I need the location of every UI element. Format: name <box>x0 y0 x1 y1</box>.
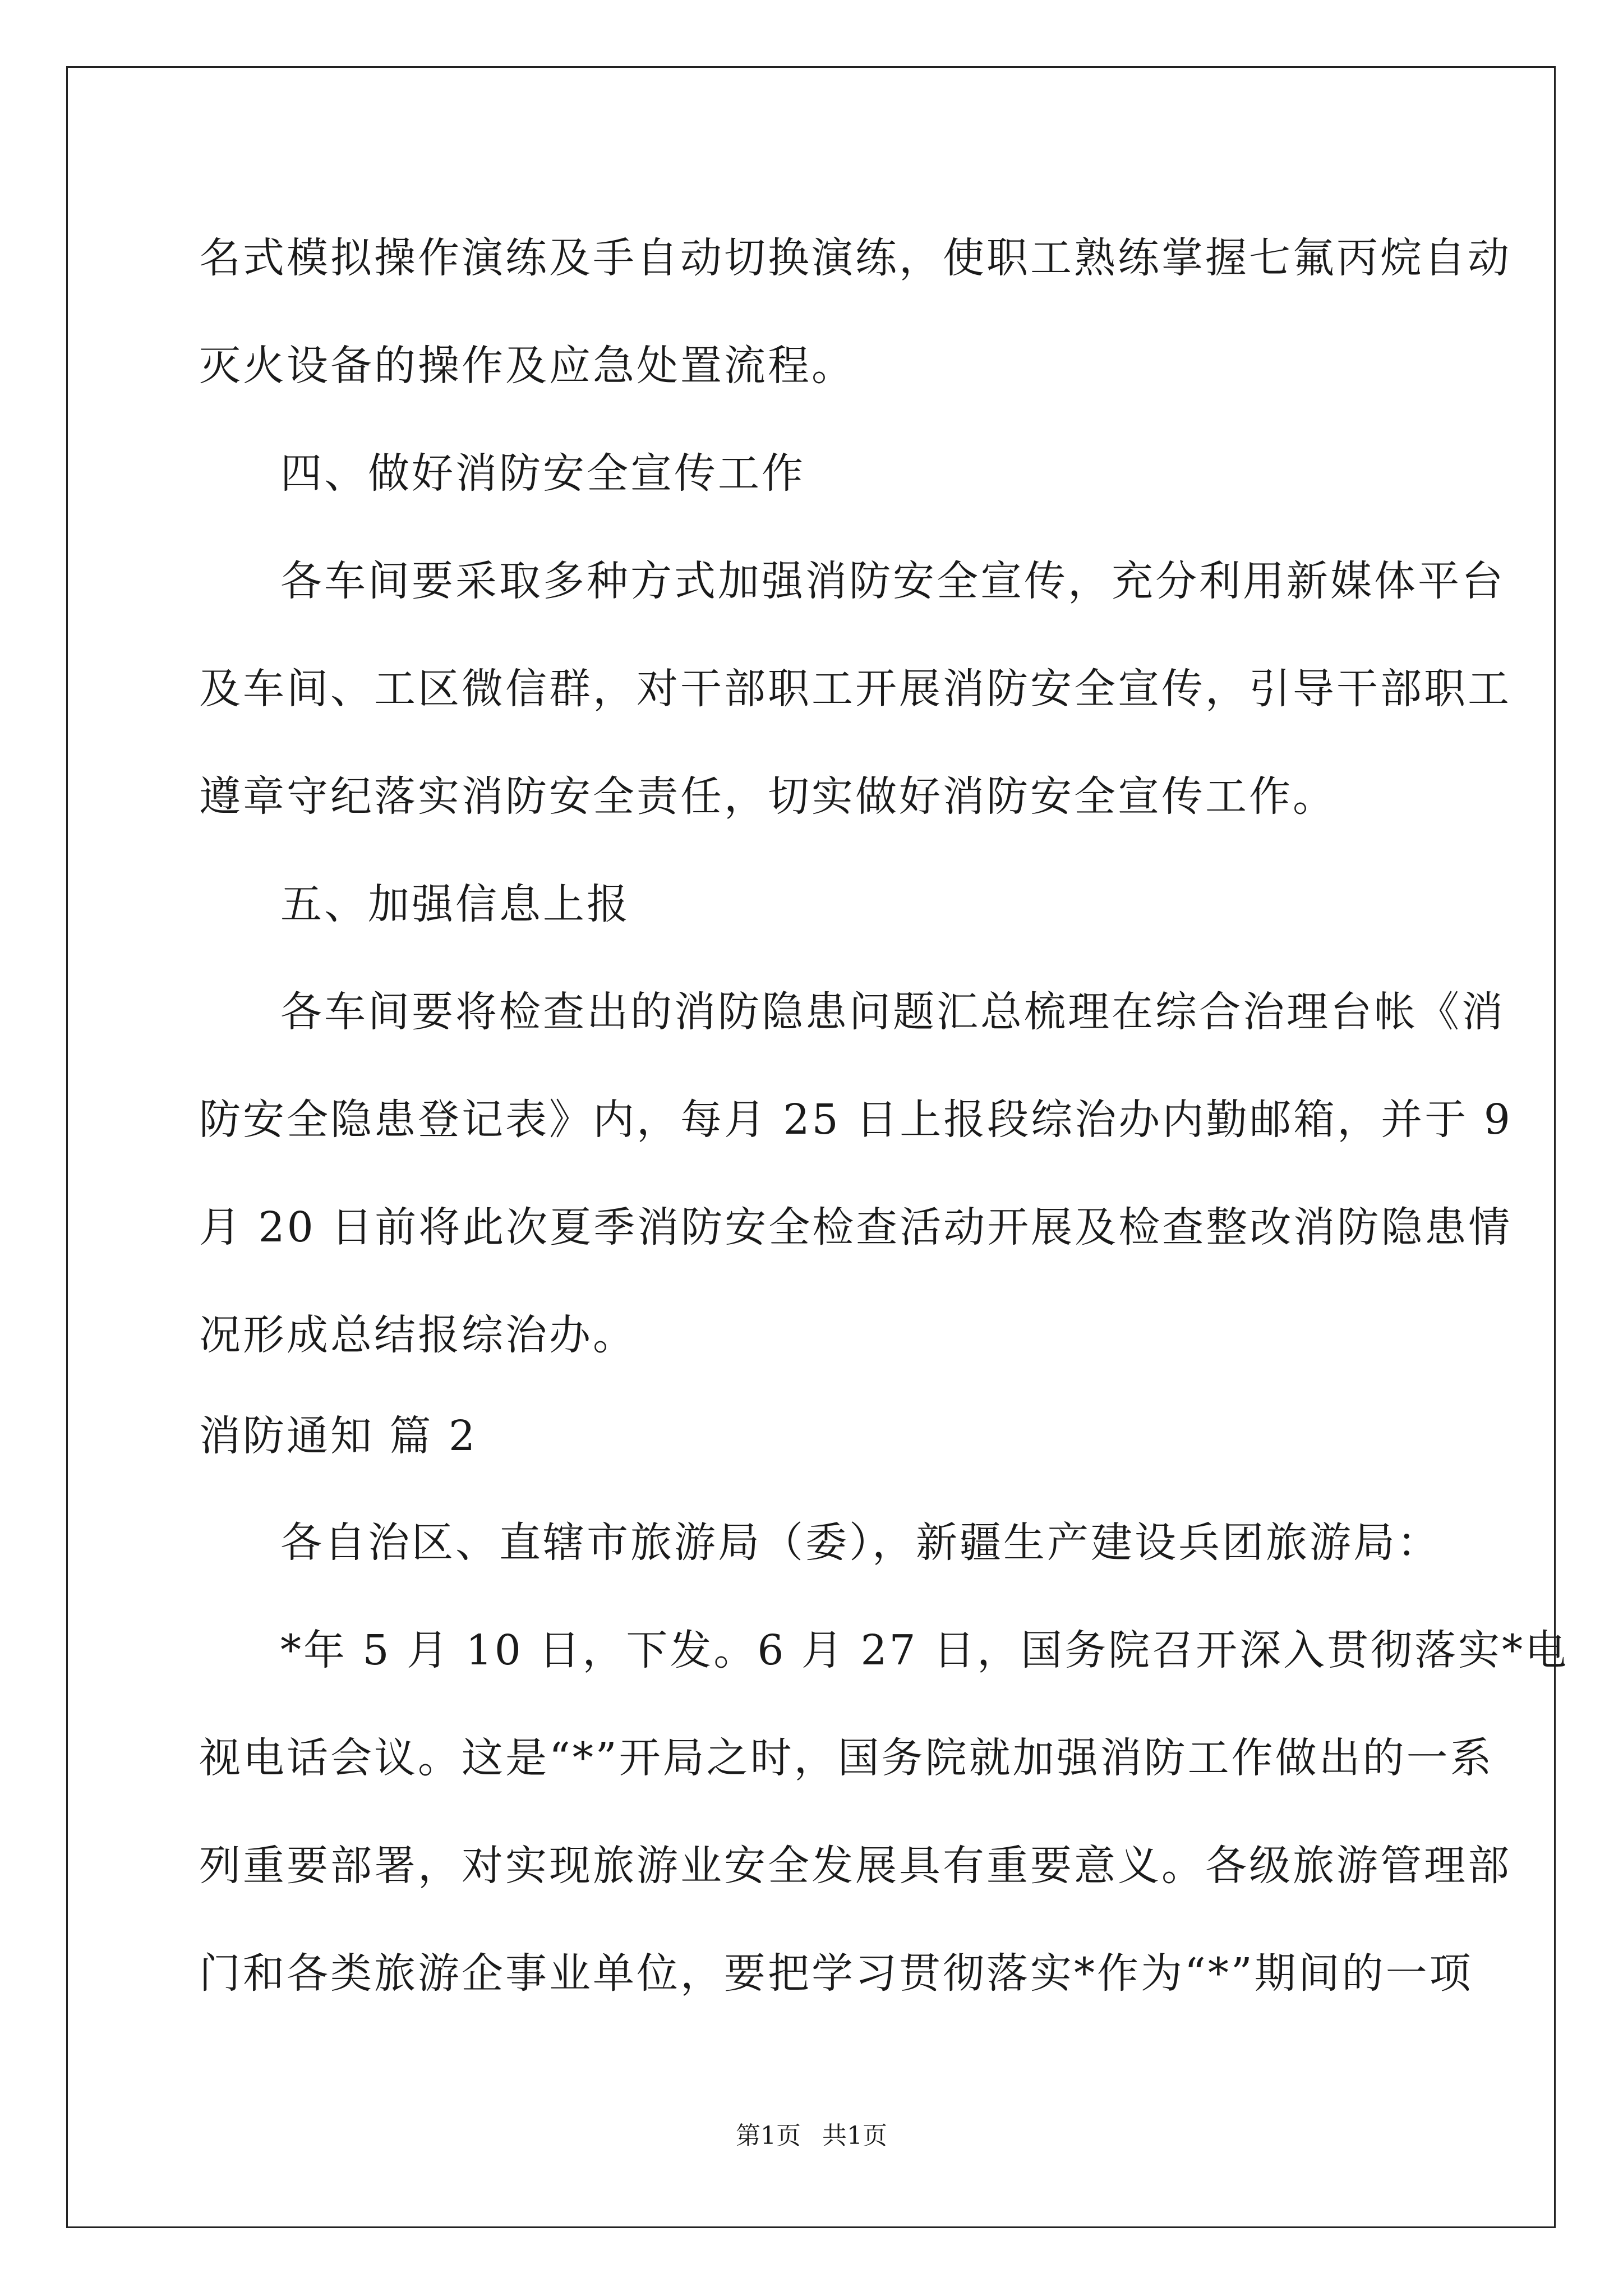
body-line-13: 各自治区、直辖市旅游局（委），新疆生产建设兵团旅游局： <box>280 1519 1441 1567</box>
page-total: 共1页 <box>822 2122 887 2150</box>
section-heading-4: 四、做好消防安全宣传工作 <box>280 449 805 498</box>
page-footer <box>0 2119 1623 2153</box>
page-number: 第1页 <box>736 2122 801 2150</box>
body-line-16: 列重要部署，对实现旅游业安全发展具有重要意义。各级旅游管理部 <box>199 1842 1511 1890</box>
body-line-6: 遵章守纪落实消防安全责任，切实做好消防安全宣传工作。 <box>199 772 1336 821</box>
body-line-14: *年 5 月 10 日，下发。6 月 27 日，国务院召开深入贯彻落实*电 <box>280 1626 1569 1674</box>
body-line-10: 月 20 日前将此次夏季消防安全检查活动开展及检查整改消防隐患情 <box>199 1203 1513 1251</box>
body-line-4: 各车间要采取多种方式加强消防安全宣传，充分利用新媒体平台 <box>280 557 1505 605</box>
section-heading-5: 五、加强信息上报 <box>280 880 630 928</box>
body-line-11: 况形成总结报综治办。 <box>199 1311 637 1359</box>
body-line-1: 名式模拟操作演练及手自动切换演练，使职工熟练掌握七氟丙烷自动 <box>199 234 1511 282</box>
body-line-9: 防安全隐患登记表》内，每月 25 日上报段综治办内勤邮箱，并于 9 <box>199 1096 1513 1144</box>
body-line-15: 视电话会议。这是“*”开局之时，国务院就加强消防工作做出的一系 <box>199 1734 1494 1782</box>
body-line-8: 各车间要将检查出的消防隐患问题汇总梳理在综合治理台帐《消 <box>280 988 1505 1036</box>
article-title: 消防通知 篇 2 <box>199 1412 478 1460</box>
body-line-2: 灭火设备的操作及应急处置流程。 <box>199 342 855 390</box>
body-line-17: 门和各类旅游企事业单位，要把学习贯彻落实*作为“*”期间的一项 <box>199 1949 1473 1998</box>
body-line-5: 及车间、工区微信群，对干部职工开展消防安全宣传，引导干部职工 <box>199 665 1511 713</box>
